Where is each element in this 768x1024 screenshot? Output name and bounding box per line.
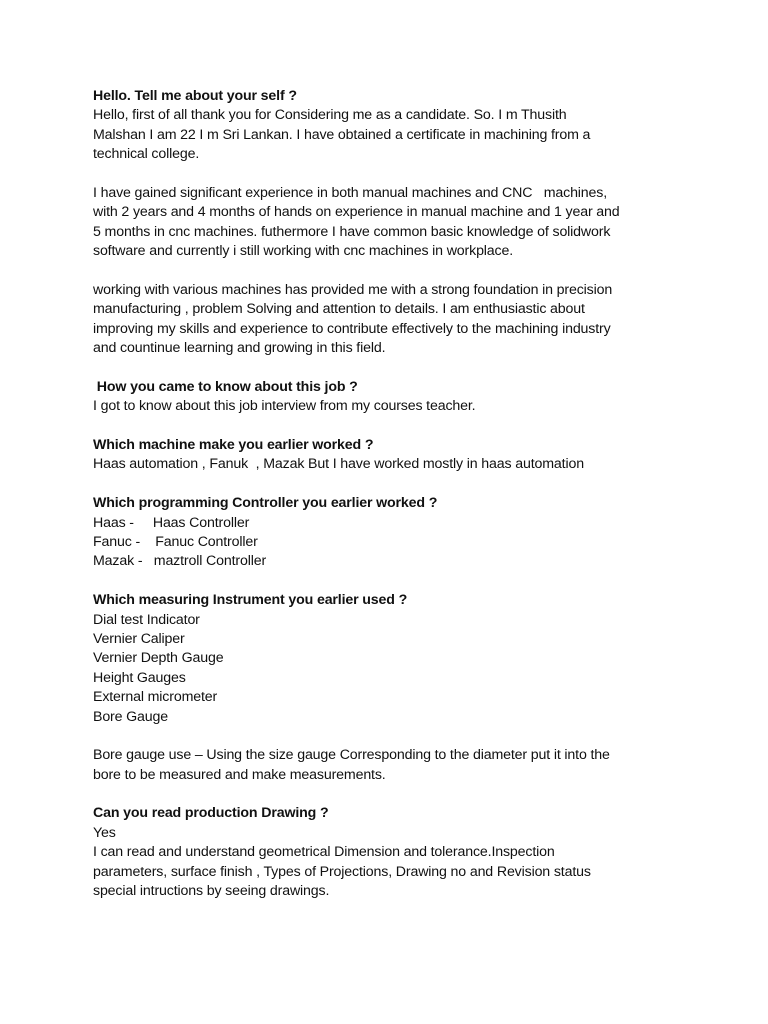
answer-line: special intructions by seeing drawings. [93,883,330,900]
answer-line: bore to be measured and make measurements. [93,766,386,783]
answer-line: I can read and understand geometrical Dimension and tolerance.Inspection [93,844,555,861]
answer-line: Malshan I am 22 I m Sri Lankan. I have obtained a certificate in machining from a [93,126,591,143]
answer-line: working with various machines has provided me with a strong foundation in precision [93,281,613,298]
list-item: Dial test Indicator [93,611,200,628]
paragraph-gap [93,475,693,494]
answer-line: I have gained significant experience in both manual machines and CNC machines, [93,184,608,201]
section-measuring-instruments [93,591,693,727]
list-item: Fanuc - Fanuc Controller [93,533,258,550]
question-heading: Which measuring Instrument you earlier used ? [93,592,408,609]
answer-line: improving my skills and experience to contribute effectively to the machining industry [93,320,611,337]
answer-line: parameters, surface finish , Types of Projections, Drawing no and Revision status [93,863,591,880]
list-item: Mazak - maztroll Controller [93,553,267,570]
paragraph-gap [93,572,693,591]
section-foundation [93,281,693,359]
section-about-yourself [93,87,693,165]
answer-line: I got to know about this job interview from my courses teacher. [93,398,476,415]
question-heading: How you came to know about this job ? [93,378,358,395]
paragraph-gap [93,785,693,804]
list-item: Bore Gauge [93,708,169,725]
list-item: Vernier Caliper [93,630,185,647]
section-experience [93,184,693,262]
section-controllers [93,494,693,572]
answer-line: Haas automation , Fanuk , Mazak But I have worked mostly in haas automation [93,456,584,473]
question-heading: Can you read production Drawing ? [93,805,329,822]
answer-line: Bore gauge use – Using the size gauge Corresponding to the diameter put it into the [93,747,610,764]
paragraph-gap [93,417,693,436]
answer-line: 5 months in cnc machines. futhermore I have common basic knowledge of solidwork [93,223,611,240]
answer-line: software and currently i still working with cnc machines in workplace. [93,243,514,260]
section-bore-gauge [93,746,693,785]
paragraph-gap [93,727,693,746]
section-machine-make [93,436,693,475]
answer-line: Hello, first of all thank you for Considering me as a candidate. So. I m Thusith [93,107,567,124]
list-item: External micrometer [93,689,218,706]
answer-line: technical college. [93,146,200,163]
document-page [93,87,693,901]
list-item: Haas - Haas Controller [93,514,250,531]
question-heading: Which programming Controller you earlier worked ? [93,495,438,512]
paragraph-gap [93,262,693,281]
section-production-drawing [93,804,693,901]
answer-line: manufacturing , problem Solving and attention to details. I am enthusiastic about [93,301,585,318]
question-heading: Hello. Tell me about your self ? [93,88,297,104]
list-item: Vernier Depth Gauge [93,650,224,667]
answer-line: and countinue learning and growing in this field. [93,340,386,357]
answer-line: with 2 years and 4 months of hands on experience in manual machine and 1 year and [93,204,620,221]
answer-line: Yes [93,824,116,841]
paragraph-gap [93,165,693,184]
list-item: Height Gauges [93,669,186,686]
question-heading: Which machine make you earlier worked ? [93,437,374,454]
section-job-source [93,378,693,417]
paragraph-gap [93,358,693,377]
